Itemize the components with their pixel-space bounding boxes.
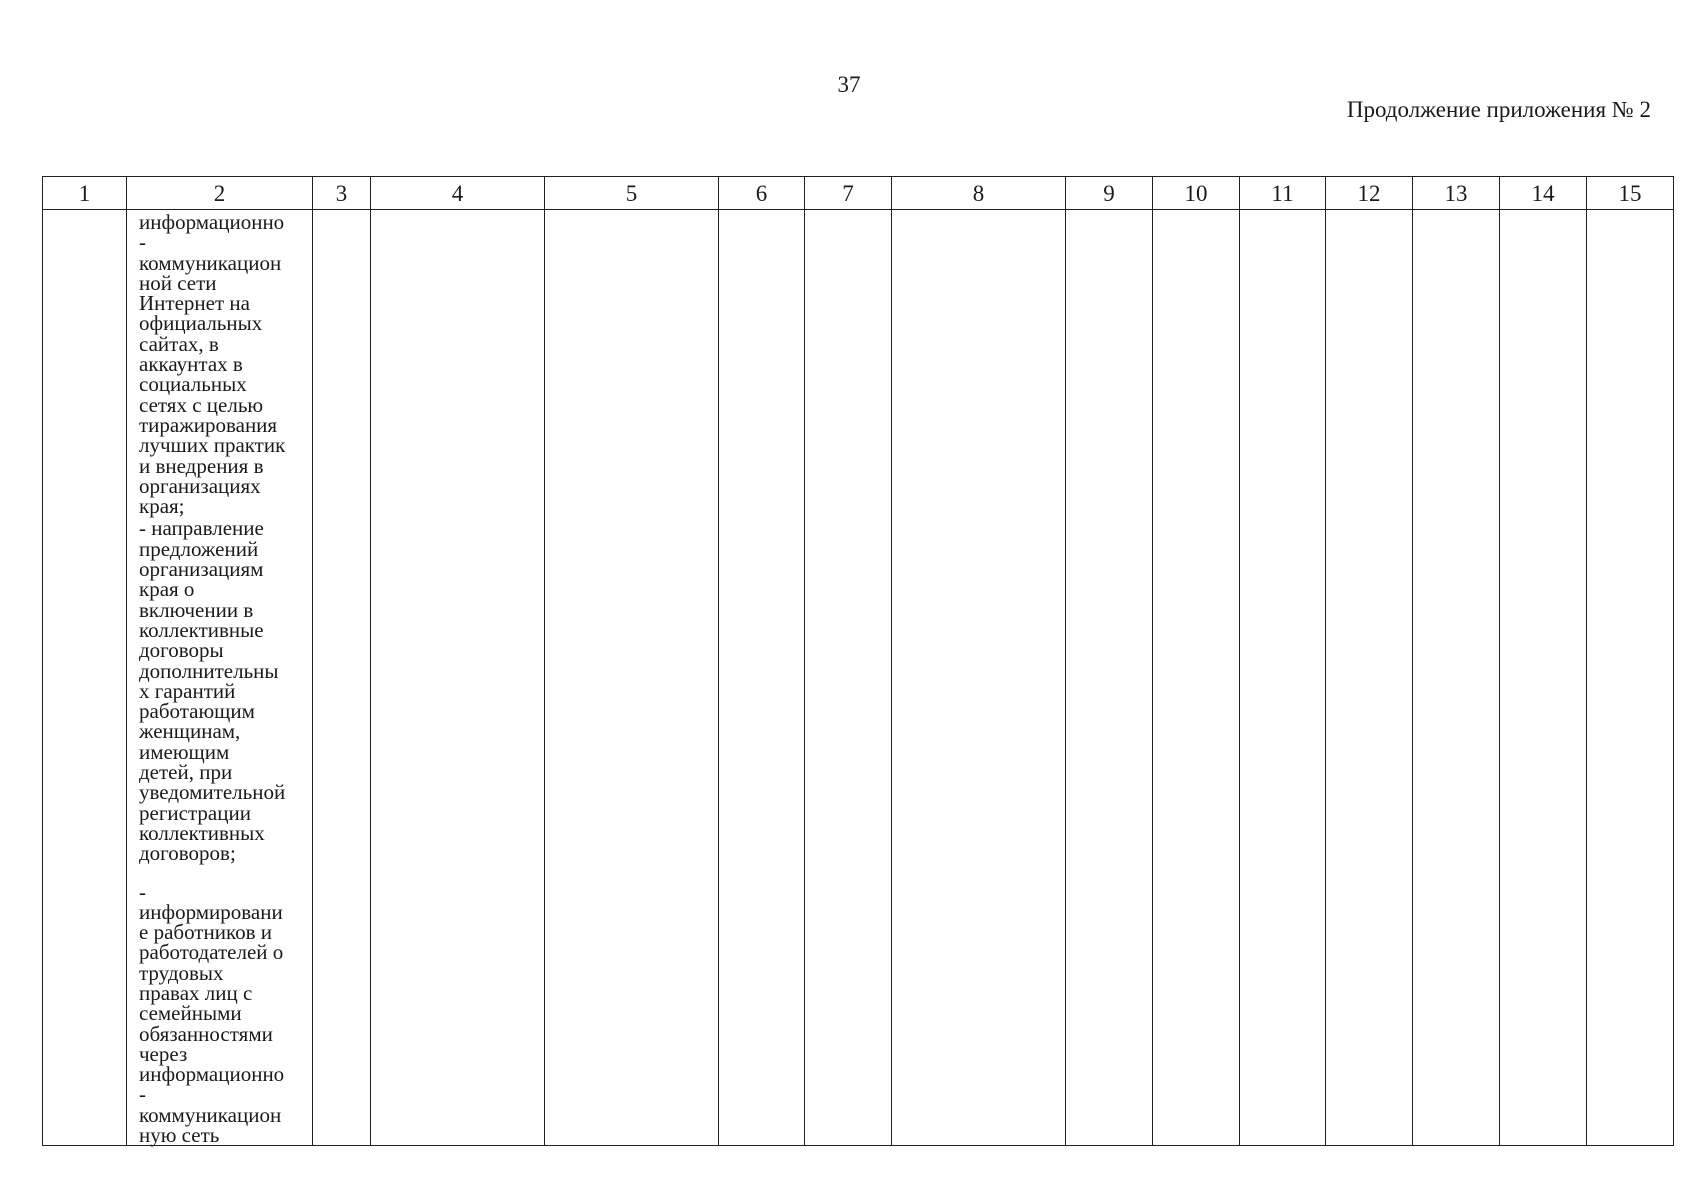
cell-col-13	[1413, 210, 1500, 1146]
cell-col-12	[1326, 210, 1413, 1146]
text-line: имеющим	[139, 739, 230, 764]
paragraph-1	[139, 210, 310, 519]
text-line: лучших практик	[139, 433, 286, 458]
paragraph-2	[139, 516, 310, 866]
column-header-10: 10	[1153, 177, 1240, 210]
text-line: х гарантий	[139, 678, 236, 703]
text-line: организациям	[139, 557, 264, 582]
cell-col-10	[1153, 210, 1240, 1146]
column-header-5: 5	[545, 177, 719, 210]
text-line: коммуникацион	[139, 1102, 282, 1127]
text-line: трудовых	[139, 960, 224, 985]
column-header-4: 4	[371, 177, 545, 210]
text-line: -	[139, 230, 146, 255]
text-line: -	[139, 1082, 146, 1107]
column-header-11: 11	[1240, 177, 1326, 210]
appendix-table	[42, 176, 1674, 1146]
text-line: официальных	[139, 311, 263, 336]
column-header-3: 3	[313, 177, 371, 210]
cell-col-9	[1066, 210, 1153, 1146]
text-line: информировани	[139, 899, 283, 924]
cell-col-14	[1500, 210, 1587, 1146]
paragraph-3	[139, 879, 310, 1148]
header-row	[43, 177, 1674, 210]
text-line: женщинам,	[139, 719, 241, 744]
column-header-7: 7	[805, 177, 892, 210]
appendix-continuation-note: Продолжение приложения № 2	[1346, 97, 1651, 122]
text-line: через	[139, 1041, 188, 1066]
cell-col-7	[805, 210, 892, 1146]
text-line: -	[139, 879, 146, 904]
cell-col-4	[371, 210, 545, 1146]
cell-col-5	[545, 210, 719, 1146]
text-line: уведомительной	[139, 780, 286, 805]
text-line: тиражирования	[139, 412, 278, 437]
text-line: семейными	[139, 1001, 242, 1026]
text-line: Интернет на	[139, 291, 250, 316]
text-line: детей, при	[139, 760, 233, 785]
text-line: е работников и	[139, 920, 272, 945]
text-line: сайтах, в	[139, 331, 219, 356]
text-line: ную сеть	[139, 1123, 220, 1148]
activity-description	[127, 210, 312, 1148]
text-line: коллективных	[139, 820, 265, 845]
text-line: договоры	[139, 638, 224, 663]
text-line: коммуникацион	[139, 250, 282, 275]
text-line: - направление	[139, 516, 264, 541]
cell-col-1	[43, 210, 127, 1146]
text-line: информационно	[139, 210, 285, 234]
cell-col-11	[1240, 210, 1326, 1146]
text-line: социальных	[139, 372, 247, 397]
cell-col-6	[719, 210, 805, 1146]
text-line: работающим	[139, 699, 255, 724]
text-line: и внедрения в	[139, 453, 264, 478]
text-line: дополнительны	[139, 658, 279, 683]
column-header-9: 9	[1066, 177, 1153, 210]
text-line: коллективные	[139, 617, 264, 642]
cell-col-8	[892, 210, 1066, 1146]
text-line: аккаунтах в	[139, 352, 243, 377]
text-line: работодателей о	[139, 940, 284, 965]
column-header-2: 2	[127, 177, 313, 210]
page-number: 37	[837, 72, 861, 97]
text-line: края;	[139, 494, 185, 519]
text-line: обязанностями	[139, 1021, 273, 1046]
text-line: сетях с целью	[139, 392, 264, 417]
text-line: правах лиц с	[139, 980, 253, 1005]
text-line: договоров;	[139, 841, 236, 866]
column-header-12: 12	[1326, 177, 1413, 210]
cell-col-15	[1587, 210, 1674, 1146]
column-header-8: 8	[892, 177, 1066, 210]
text-line: организациях	[139, 473, 261, 498]
text-line: регистрации	[139, 800, 251, 825]
column-header-6: 6	[719, 177, 805, 210]
column-header-1: 1	[43, 177, 127, 210]
cell-col-2	[127, 210, 313, 1146]
text-line: включении в	[139, 597, 254, 622]
column-header-13: 13	[1413, 177, 1500, 210]
text-line: информационно	[139, 1062, 285, 1087]
text-line: предложений	[139, 536, 259, 561]
column-header-15: 15	[1587, 177, 1674, 210]
cell-col-3	[313, 210, 371, 1146]
column-header-14: 14	[1500, 177, 1587, 210]
text-line: ной сети	[139, 270, 217, 295]
text-line: края о	[139, 577, 195, 602]
table-row	[43, 210, 1674, 1146]
